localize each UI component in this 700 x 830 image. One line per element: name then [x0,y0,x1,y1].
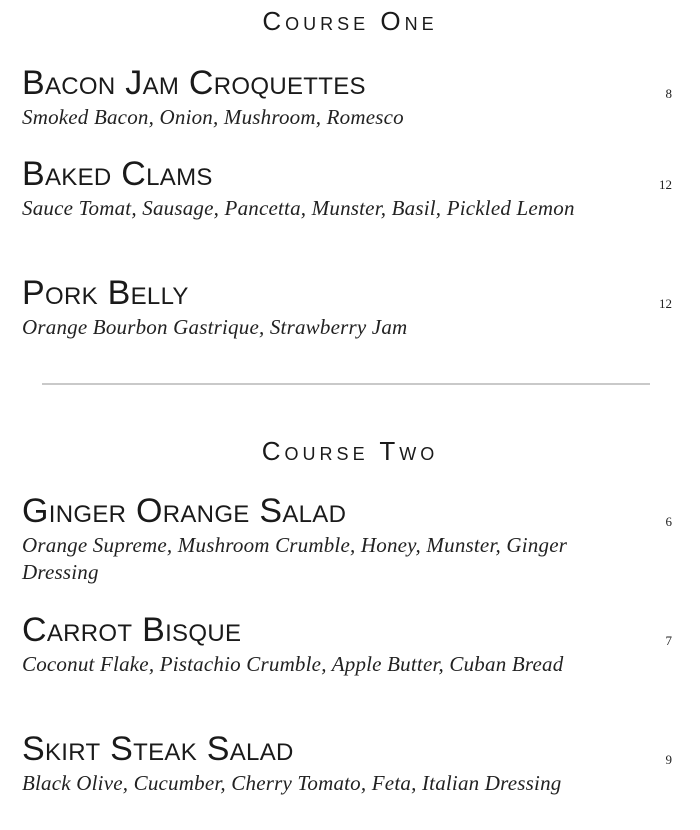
item-name: Pork Belly [22,274,189,312]
item-description: Smoked Bacon, Onion, Mushroom, Romesco [22,105,404,129]
section-divider [42,383,650,385]
course-heading: Course One [262,6,438,36]
item-description: Coconut Flake, Pistachio Crumble, Apple Butter, Cuban Bread [22,652,564,676]
menu-item [22,732,678,797]
item-price: 7 [665,633,672,648]
item-name: Ginger Orange Salad [22,492,347,530]
item-description: Orange Supreme, Mushroom Crumble, Honey, Munster, Ginger Dressing [22,533,568,584]
item-description: Sauce Tomat, Sausage, Pancetta, Munster, Basil, Pickled Lemon [22,196,575,220]
item-name: Bacon Jam Croquettes [22,64,366,102]
menu-item [22,66,678,131]
menu-item [22,276,678,341]
item-price: 6 [665,514,672,529]
menu-item [22,613,678,678]
menu-item [22,157,678,222]
item-description: Orange Bourbon Gastrique, Strawberry Jam [22,315,408,339]
item-name: Carrot Bisque [22,611,242,649]
item-description: Black Olive, Cucumber, Cherry Tomato, Feta, Italian Dressing [22,771,562,795]
item-price: 12 [659,296,672,311]
item-price: 9 [665,752,672,767]
menu-item [22,494,678,586]
item-name: Baked Clams [22,155,213,193]
item-name: Skirt Steak Salad [22,730,294,768]
course-heading: Course Two [261,436,439,466]
item-price: 12 [659,177,672,192]
item-price: 8 [665,86,672,101]
